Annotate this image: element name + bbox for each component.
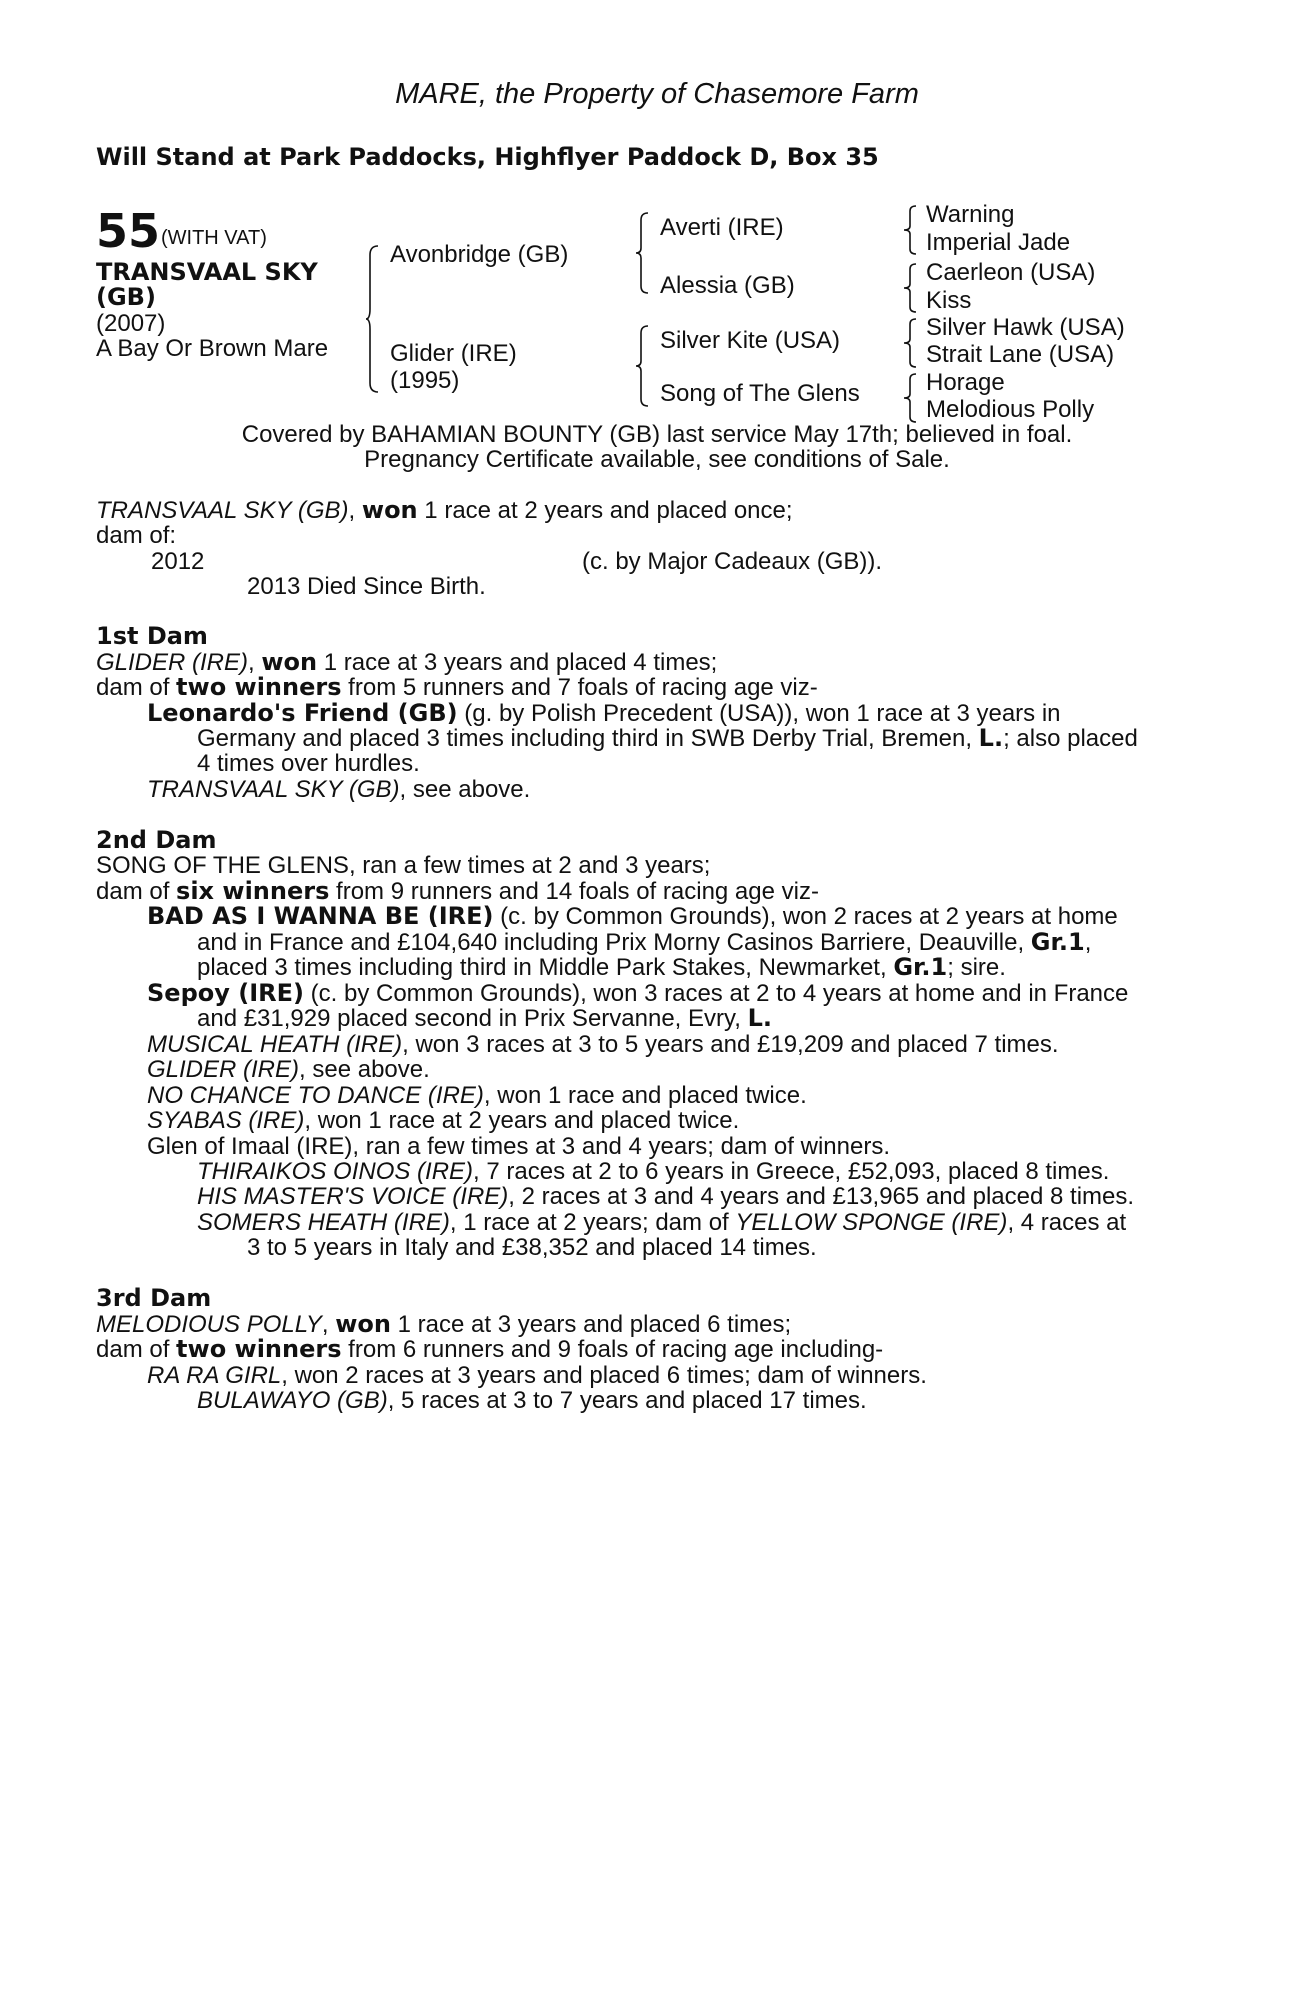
text: dam of [96, 878, 177, 905]
produce-name: BAD AS I WANNA BE (IRE) [147, 902, 494, 930]
produce-name: RA RA GIRL [147, 1362, 282, 1389]
text: , see above. [299, 1056, 430, 1083]
text: (c. by Common Grounds), won 2 races at 2 years at home [493, 903, 1118, 930]
produce-name: GLIDER (IRE) [147, 1056, 300, 1083]
pedigree-brace-2a [636, 212, 650, 294]
text: 1 race at 3 years and placed 6 times; [390, 1311, 792, 1338]
text: dam of [96, 1336, 177, 1363]
first-dam-produce-1-line2 [197, 726, 1138, 751]
page-title: MARE, the Property of Chasemore Farm [395, 78, 919, 110]
produce-summary-text: 1 race at 2 years and placed once; [417, 497, 793, 524]
produce-name: Sepoy (IRE) [147, 979, 304, 1007]
produce-year-2012: 2012 [151, 548, 205, 575]
lot-number: 55 [96, 204, 161, 258]
won-label: won [361, 496, 418, 524]
text: , won 1 race at 2 years and placed twice. [304, 1107, 740, 1134]
second-dam-produce-2 [147, 981, 1128, 1006]
pedigree-brace-3b [904, 263, 918, 313]
second-dam-produce-1 [147, 904, 1118, 929]
second-dam-produce-7: Glen of Imaal (IRE), ran a few times at 3 and 4 years; dam of winners. [147, 1133, 890, 1160]
third-dam-grandproduce-1 [197, 1388, 867, 1413]
winners-count: two winners [176, 1335, 342, 1363]
second-dam-grandproduce-3-line2: 3 to 5 years in Italy and £38,352 and placed 14 times. [247, 1234, 817, 1261]
pedigree-brace-2b [636, 325, 650, 407]
text: (g. by Polish Precedent (USA)), won 1 race at 3 years in [457, 700, 1061, 727]
produce-horse-name: TRANSVAAL SKY (GB) [96, 497, 349, 524]
text: placed 3 times including third in Middle Park Stakes, Newmarket, [197, 954, 894, 981]
second-dam-produce-5 [147, 1083, 807, 1108]
pedigree-dam-sire: Silver Kite (USA) [660, 327, 841, 354]
second-dam-produce-3 [147, 1032, 1059, 1057]
produce-name: TRANSVAAL SKY (GB) [147, 776, 400, 803]
text: , won 1 race and placed twice. [483, 1082, 807, 1109]
third-dam-name: MELODIOUS POLLY [96, 1311, 322, 1338]
third-dam-produce-1 [147, 1363, 927, 1388]
first-dam-heading: 1st Dam [96, 622, 208, 650]
second-dam-produce-summary [96, 879, 819, 904]
venue-line: Will Stand at Park Paddocks, Highflyer Paddock D, Box 35 [96, 143, 879, 171]
second-dam-grandproduce-1 [197, 1159, 1109, 1184]
produce-name: SYABAS (IRE) [147, 1107, 305, 1134]
pedigree-gen3-5: Silver Hawk (USA) [926, 314, 1125, 341]
second-dam-produce-1-line3 [197, 955, 1006, 980]
horse-description: A Bay Or Brown Mare [96, 335, 329, 362]
pedigree-gen3-4: Kiss [926, 287, 972, 314]
text: , won 3 races at 3 to 5 years and £19,209 and placed 7 times. [402, 1031, 1059, 1058]
first-dam-produce-2 [147, 777, 530, 802]
pedigree-brace-3a [904, 205, 918, 255]
text: Germany and placed 3 times including third in SWB Derby Trial, Bremen, [197, 725, 979, 752]
text: and in France and £104,640 including Prix Morny Casinos Barriere, Deauville, [197, 929, 1031, 956]
text: from 6 runners and 9 foals of racing age including- [341, 1336, 884, 1363]
text: , 4 races at [1007, 1209, 1127, 1236]
pedigree-sire-dam: Alessia (GB) [660, 272, 795, 299]
produce-name: Leonardo's Friend (GB) [147, 699, 458, 727]
won-label: won [261, 648, 318, 676]
grade-label: L. [978, 724, 1004, 752]
pedigree-gen3-2: Imperial Jade [926, 229, 1071, 256]
produce-name: YELLOW SPONGE (IRE) [735, 1209, 1008, 1236]
grade-label: L. [747, 1004, 772, 1032]
second-dam-line: SONG OF THE GLENS, ran a few times at 2 and 3 years; [96, 852, 711, 879]
pedigree-dam: Glider (IRE) [390, 340, 517, 367]
pedigree-gen3-6: Strait Lane (USA) [926, 341, 1115, 368]
vat-note: (WITH VAT) [161, 227, 267, 249]
text: ; sire. [947, 954, 1006, 981]
second-dam-produce-6 [147, 1108, 739, 1133]
first-dam-produce-1-line3: 4 times over hurdles. [197, 750, 420, 777]
third-dam-produce-summary [96, 1337, 883, 1362]
text: , won 2 races at 3 years and placed 6 times; dam of winners. [281, 1362, 927, 1389]
horse-name-line1: TRANSVAAL SKY [96, 258, 318, 286]
produce-name: MUSICAL HEATH (IRE) [147, 1031, 403, 1058]
third-dam-heading: 3rd Dam [96, 1284, 212, 1312]
first-dam-produce-summary [96, 675, 818, 700]
text: , 1 race at 2 years; dam of [449, 1209, 736, 1236]
second-dam-grandproduce-2 [197, 1184, 1134, 1209]
pedigree-gen3-3: Caerleon (USA) [926, 259, 1096, 286]
produce-summary: TRANSVAAL SKY (GB), won 1 race at 2 years and placed once; [96, 496, 793, 524]
grade-label: Gr.1 [893, 953, 948, 981]
text: , see above. [399, 776, 531, 803]
pedigree-brace-1 [366, 245, 380, 393]
winners-count: six winners [176, 877, 330, 905]
text: , 2 races at 3 and 4 years and £13,965 and placed 8 times. [508, 1183, 1135, 1210]
horse-year: (2007) [96, 310, 166, 337]
pedigree-brace-3d [904, 373, 918, 423]
horse-name-line2: (GB) [96, 283, 156, 311]
winners-count: two winners [176, 673, 342, 701]
pedigree-brace-3c [904, 318, 918, 368]
pedigree-gen3-7: Horage [926, 369, 1005, 396]
text: ; also placed [1003, 725, 1138, 752]
produce-foal-2012: (c. by Major Cadeaux (GB)). [582, 548, 883, 575]
covering-line-2: Pregnancy Certificate available, see conditions of Sale. [364, 446, 950, 473]
text: from 5 runners and 7 foals of racing age viz- [341, 674, 818, 701]
text: from 9 runners and 14 foals of racing age viz- [329, 878, 819, 905]
produce-2013: 2013 Died Since Birth. [247, 573, 486, 600]
covering-line-1: Covered by BAHAMIAN BOUNTY (GB) last service May 17th; believed in foal. [241, 421, 1073, 448]
produce-name: SOMERS HEATH (IRE) [197, 1209, 450, 1236]
produce-name: BULAWAYO (GB) [197, 1387, 388, 1414]
text: , [1084, 929, 1092, 956]
pedigree-sire-sire: Averti (IRE) [660, 214, 784, 241]
text: dam of [96, 674, 177, 701]
pedigree-sire: Avonbridge (GB) [390, 241, 569, 268]
pedigree-dam-year: (1995) [390, 367, 460, 394]
second-dam-produce-1-line2 [197, 930, 1091, 955]
text: , 5 races at 3 to 7 years and placed 17 times. [387, 1387, 867, 1414]
first-dam-record: 1 race at 3 years and placed 4 times; [317, 649, 718, 676]
third-dam-line: MELODIOUS POLLY, won 1 race at 3 years and placed 6 times; [96, 1310, 792, 1338]
grade-label: Gr.1 [1030, 928, 1085, 956]
text: and £31,929 placed second in Prix Servanne, Evry, [197, 1005, 748, 1032]
second-dam-heading: 2nd Dam [96, 826, 217, 854]
first-dam-line: GLIDER (IRE), won 1 race at 3 years and placed 4 times; [96, 648, 718, 676]
first-dam-name: GLIDER (IRE) [96, 649, 249, 676]
first-dam-produce-1 [147, 701, 1199, 726]
pedigree-gen3-1: Warning [926, 201, 1015, 228]
won-label: won [335, 1310, 391, 1338]
second-dam-produce-2-line2 [197, 1006, 772, 1031]
pedigree-dam-dam: Song of The Glens [660, 380, 860, 407]
pedigree-gen3-8: Melodious Polly [926, 396, 1095, 423]
produce-name: THIRAIKOS OINOS (IRE) [197, 1158, 474, 1185]
produce-dam-of: dam of: [96, 522, 177, 549]
produce-name: HIS MASTER'S VOICE (IRE) [197, 1183, 509, 1210]
text: (c. by Common Grounds), won 3 races at 2 to 4 years at home and in France [303, 980, 1129, 1007]
second-dam-grandproduce-3 [197, 1210, 1126, 1235]
produce-name: NO CHANCE TO DANCE (IRE) [147, 1082, 484, 1109]
text: , 7 races at 2 to 6 years in Greece, £52,093, placed 8 times. [473, 1158, 1110, 1185]
second-dam-produce-4 [147, 1057, 430, 1082]
